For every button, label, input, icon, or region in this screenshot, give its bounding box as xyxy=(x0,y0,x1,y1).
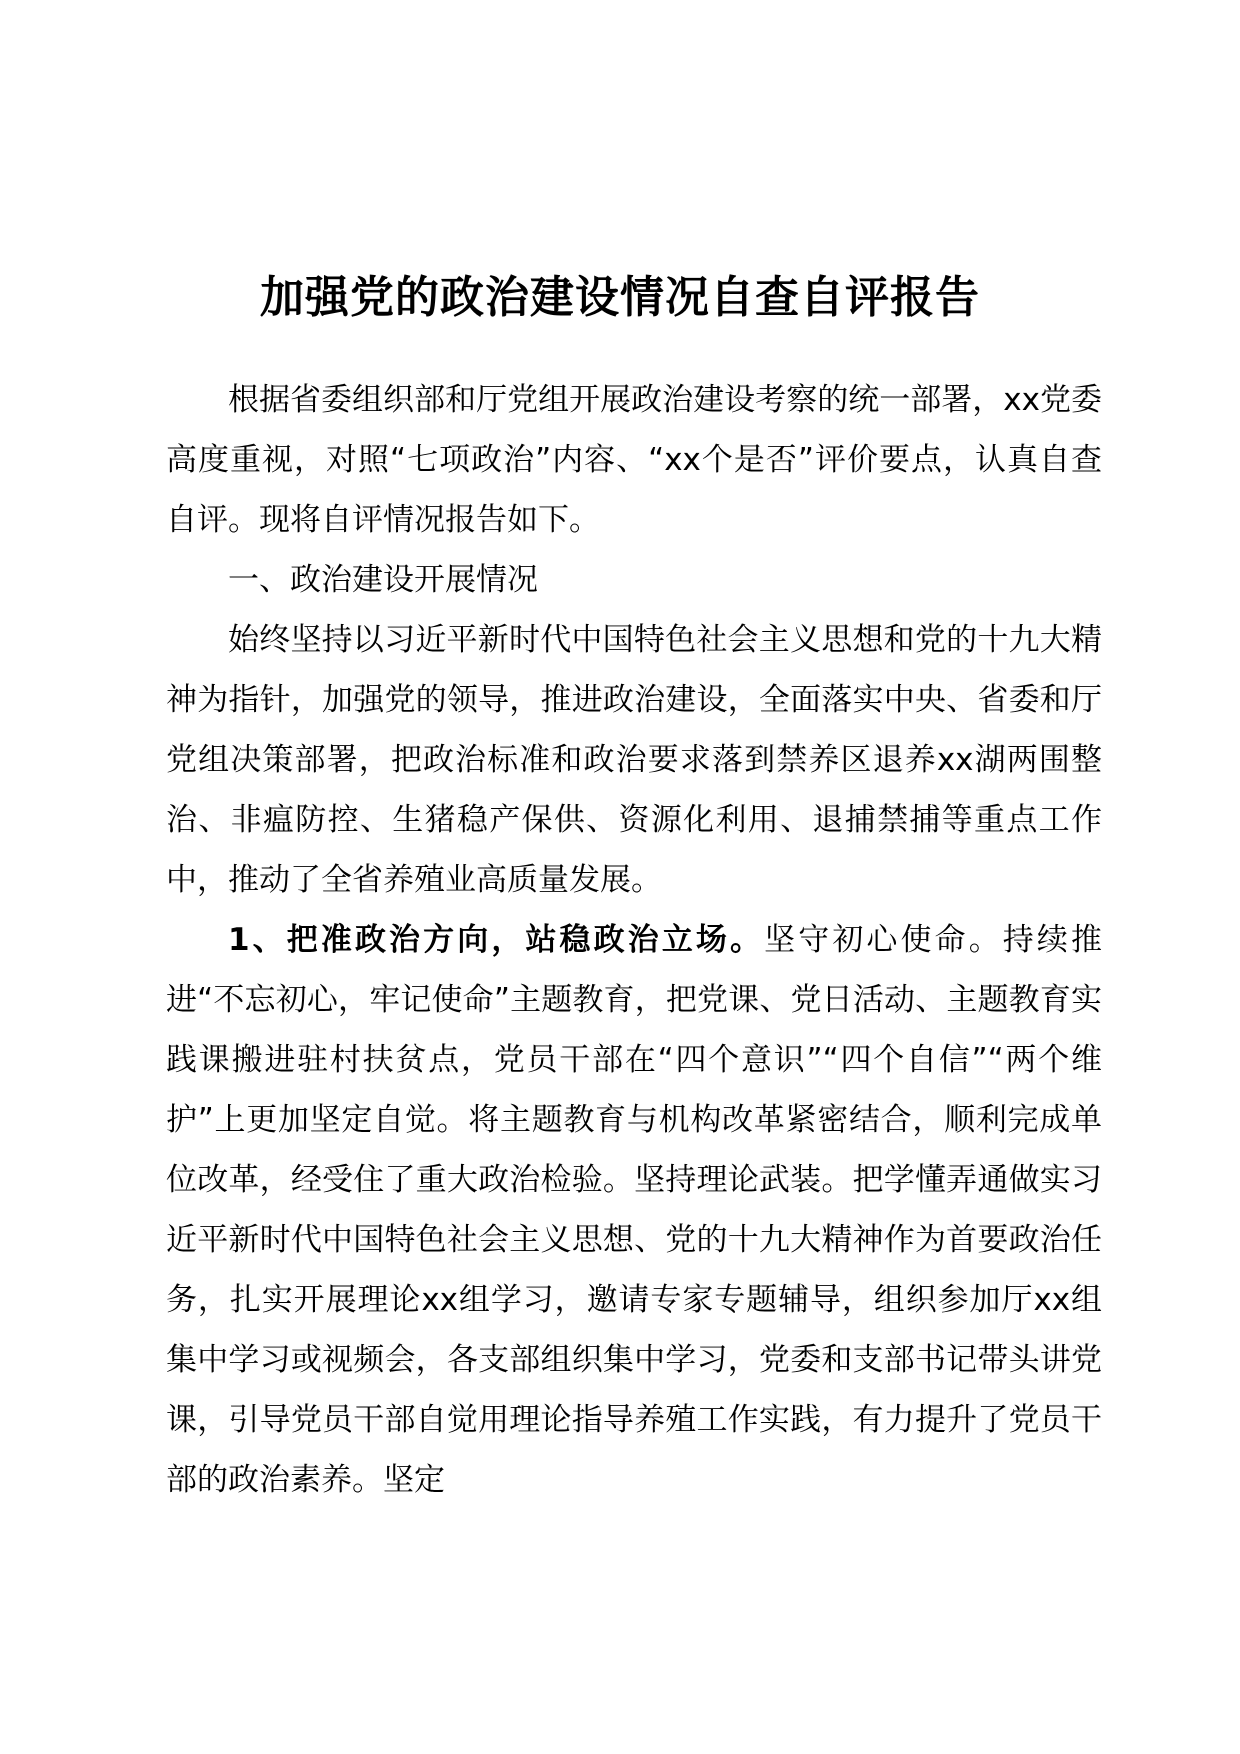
section-paragraph: 始终坚持以习近平新时代中国特色社会主义思想和党的十九大精神为指针，加强党的领导，推进政治建设，全面落实中央、省委和厅党组决策部署，把政治标准和政治要求落到禁养区退养xx湖两围整治、非瘟防控、生猪稳产保供、资源化利用、退捕禁捕等重点工作中，推动了全省养殖业高质量发展。 xyxy=(166,622,1102,898)
document-body xyxy=(166,370,1102,1510)
document-title: 加强党的政治建设情况自查自评报告 xyxy=(260,272,980,323)
point-paragraph xyxy=(166,910,1102,1510)
point-lead: 1、把准政治方向，站稳政治立场。 xyxy=(228,922,765,958)
section-heading: 一、政治建设开展情况 xyxy=(228,562,538,598)
intro-paragraph: 根据省委组织部和厅党组开展政治建设考察的统一部署，xx党委高度重视，对照“七项政治”内容、“xx个是否”评价要点，认真自查自评。现将自评情况报告如下。 xyxy=(166,382,1102,538)
point-text: 坚守初心使命。持续推进“不忘初心，牢记使命”主题教育，把党课、党日活动、主题教育实践课搬进驻村扶贫点，党员干部在“四个意识”“四个自信”“两个维护”上更加坚定自觉。将主题教育与机构改革紧密结合，顺利完成单位改革，经受住了重大政治检验。坚持理论武装。把学懂弄通做实习近平新时代中国特色社会主义思想、党的十九大精神作为首要政治任务，扎实开展理论xx组学习，邀请专家专题辅导，组织参加厅xx组集中学习或视频会，各支部组织集中学习，党委和支部书记带头讲党课，引导党员干部自觉用理论指导养殖工作实践，有力提升了党员干部的政治素养。坚定 xyxy=(166,922,1102,1498)
